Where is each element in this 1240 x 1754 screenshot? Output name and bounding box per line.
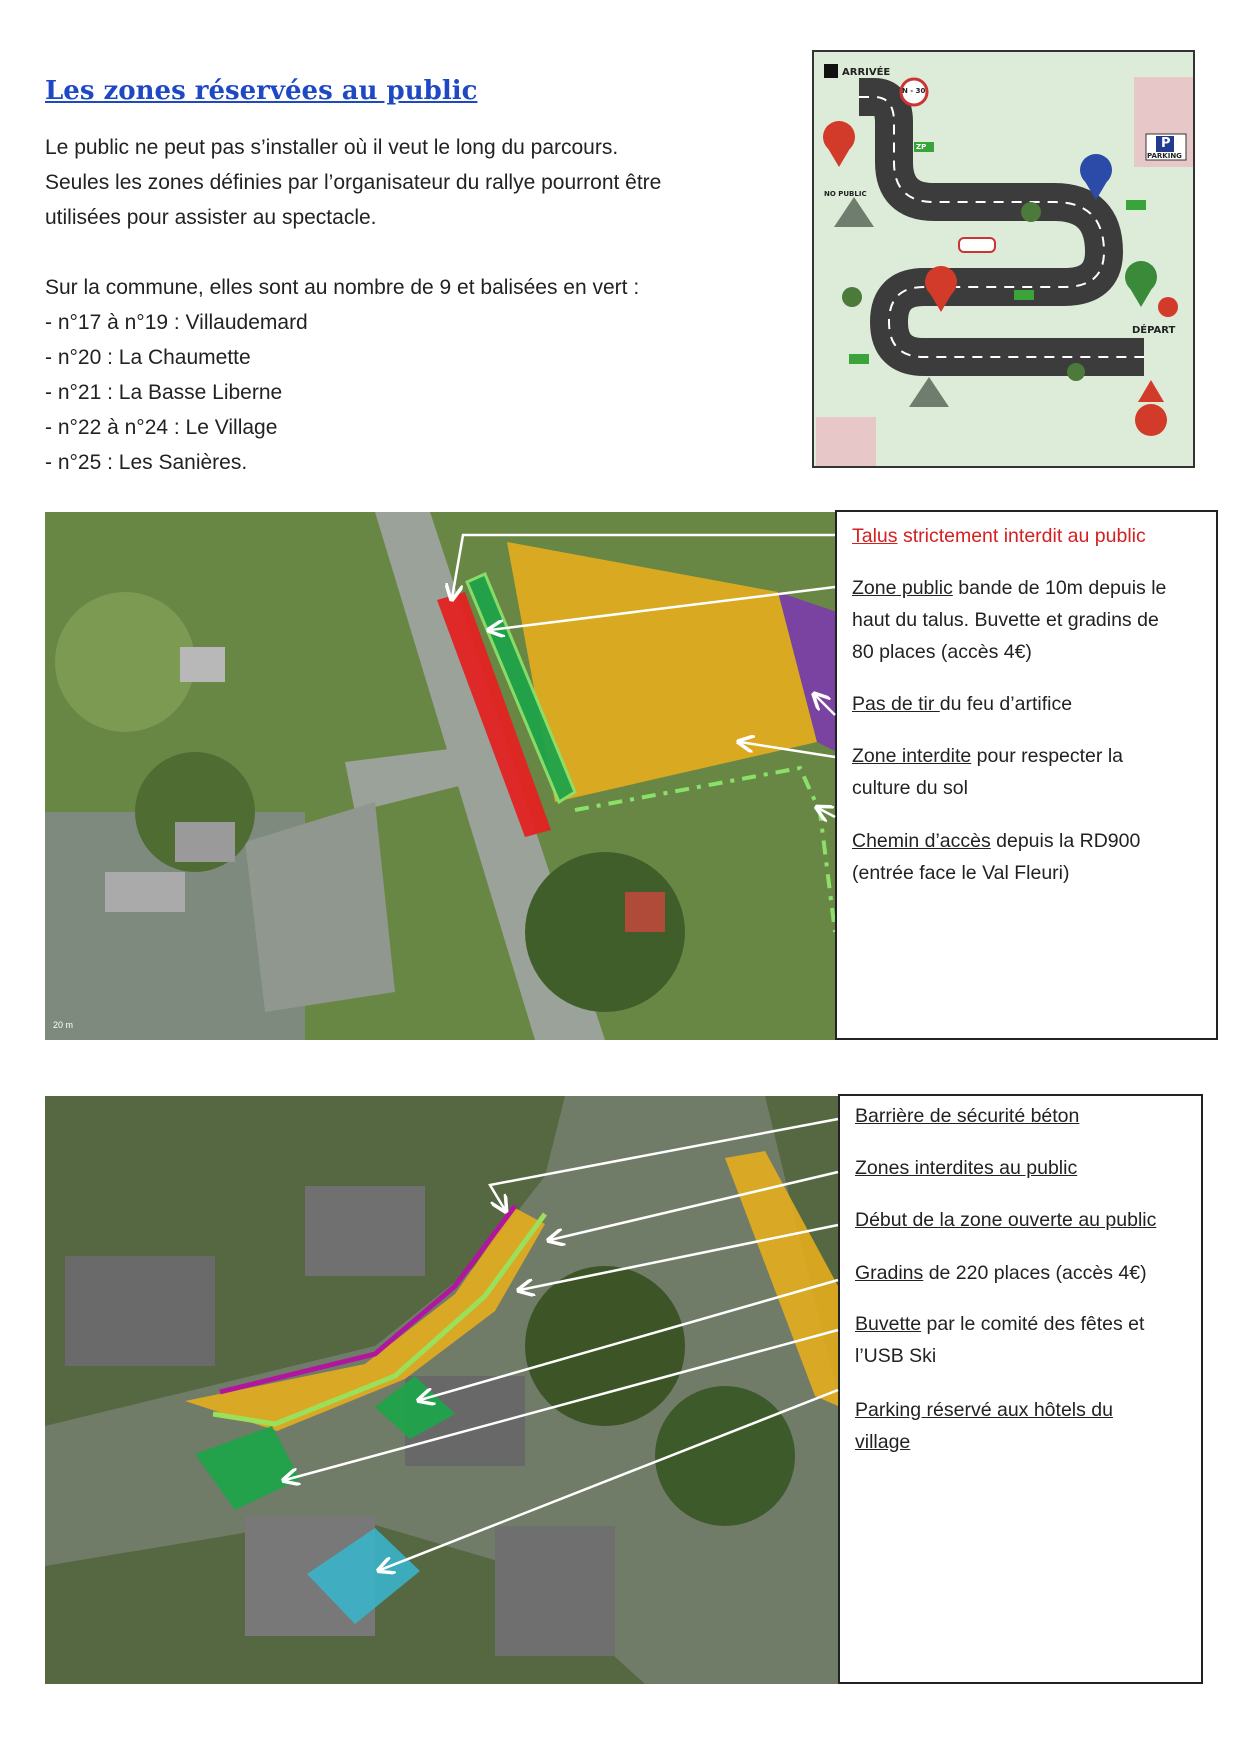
intro-line: utilisées pour assister au spectacle.	[45, 206, 377, 229]
rally-infographic	[812, 50, 1195, 468]
legend-buvette: Buvette par le comité des fêtes et l’USB Ski	[855, 1313, 1145, 1367]
zone-list-item: - n°22 à n°24 : Le Village	[45, 416, 278, 439]
parking-icon: P	[1161, 136, 1171, 151]
arrivee-label: ARRIVÉE	[842, 67, 891, 78]
legend-map-2	[838, 1094, 1203, 1684]
zone-list-item: - n°25 : Les Sanières.	[45, 451, 248, 474]
parking-label: PARKING	[1147, 152, 1182, 160]
zone-list-item: - n°17 à n°19 : Villaudemard	[45, 311, 308, 334]
aerial-map-2	[45, 1096, 838, 1684]
legend-zone-public: Zone public bande de 10m depuis le haut du talus. Buvette et gradins de 80 places (accès 4€)	[852, 577, 1167, 663]
legend-zones-interdites: Zones interdites au public	[855, 1157, 1078, 1179]
zone-list-item: - n°21 : La Basse Liberne	[45, 381, 283, 404]
depart-label: DÉPART	[1132, 325, 1176, 336]
zone-list-item: - n°20 : La Chaumette	[45, 346, 251, 369]
intro-line: Sur la commune, elles sont au nombre de 9 et balisées en vert :	[45, 276, 640, 299]
legend-zone-interdite: Zone interdite pour respecter la culture du sol	[852, 745, 1123, 799]
legend-map-1	[835, 510, 1218, 1040]
zp-label: ZP	[916, 143, 927, 151]
map-scale: 20 m	[53, 1020, 74, 1030]
page-title: Les zones réservées au public	[45, 76, 478, 106]
legend-chemin-acces: Chemin d’accès depuis la RD900 (entrée face le Val Fleuri)	[852, 830, 1141, 884]
speed-sign: N - 30	[902, 87, 926, 95]
intro-line: Seules les zones définies par l’organisateur du rallye pourront être	[45, 171, 662, 194]
legend-pas-de-tir: Pas de tir du feu d’artifice	[852, 693, 1073, 715]
legend-debut-zone: Début de la zone ouverte au public	[855, 1209, 1157, 1231]
intro-line: Le public ne peut pas s’installer où il veut le long du parcours.	[45, 136, 619, 159]
legend-barriere: Barrière de sécurité béton	[855, 1105, 1080, 1127]
legend-talus: Talus strictement interdit au public	[852, 525, 1146, 547]
aerial-map-1	[45, 512, 837, 1040]
legend-parking: Parking réservé aux hôtels du village	[855, 1399, 1113, 1453]
legend-gradins: Gradins de 220 places (accès 4€)	[855, 1262, 1147, 1284]
no-public-label: NO PUBLIC	[824, 190, 867, 198]
intro-text	[45, 130, 765, 480]
